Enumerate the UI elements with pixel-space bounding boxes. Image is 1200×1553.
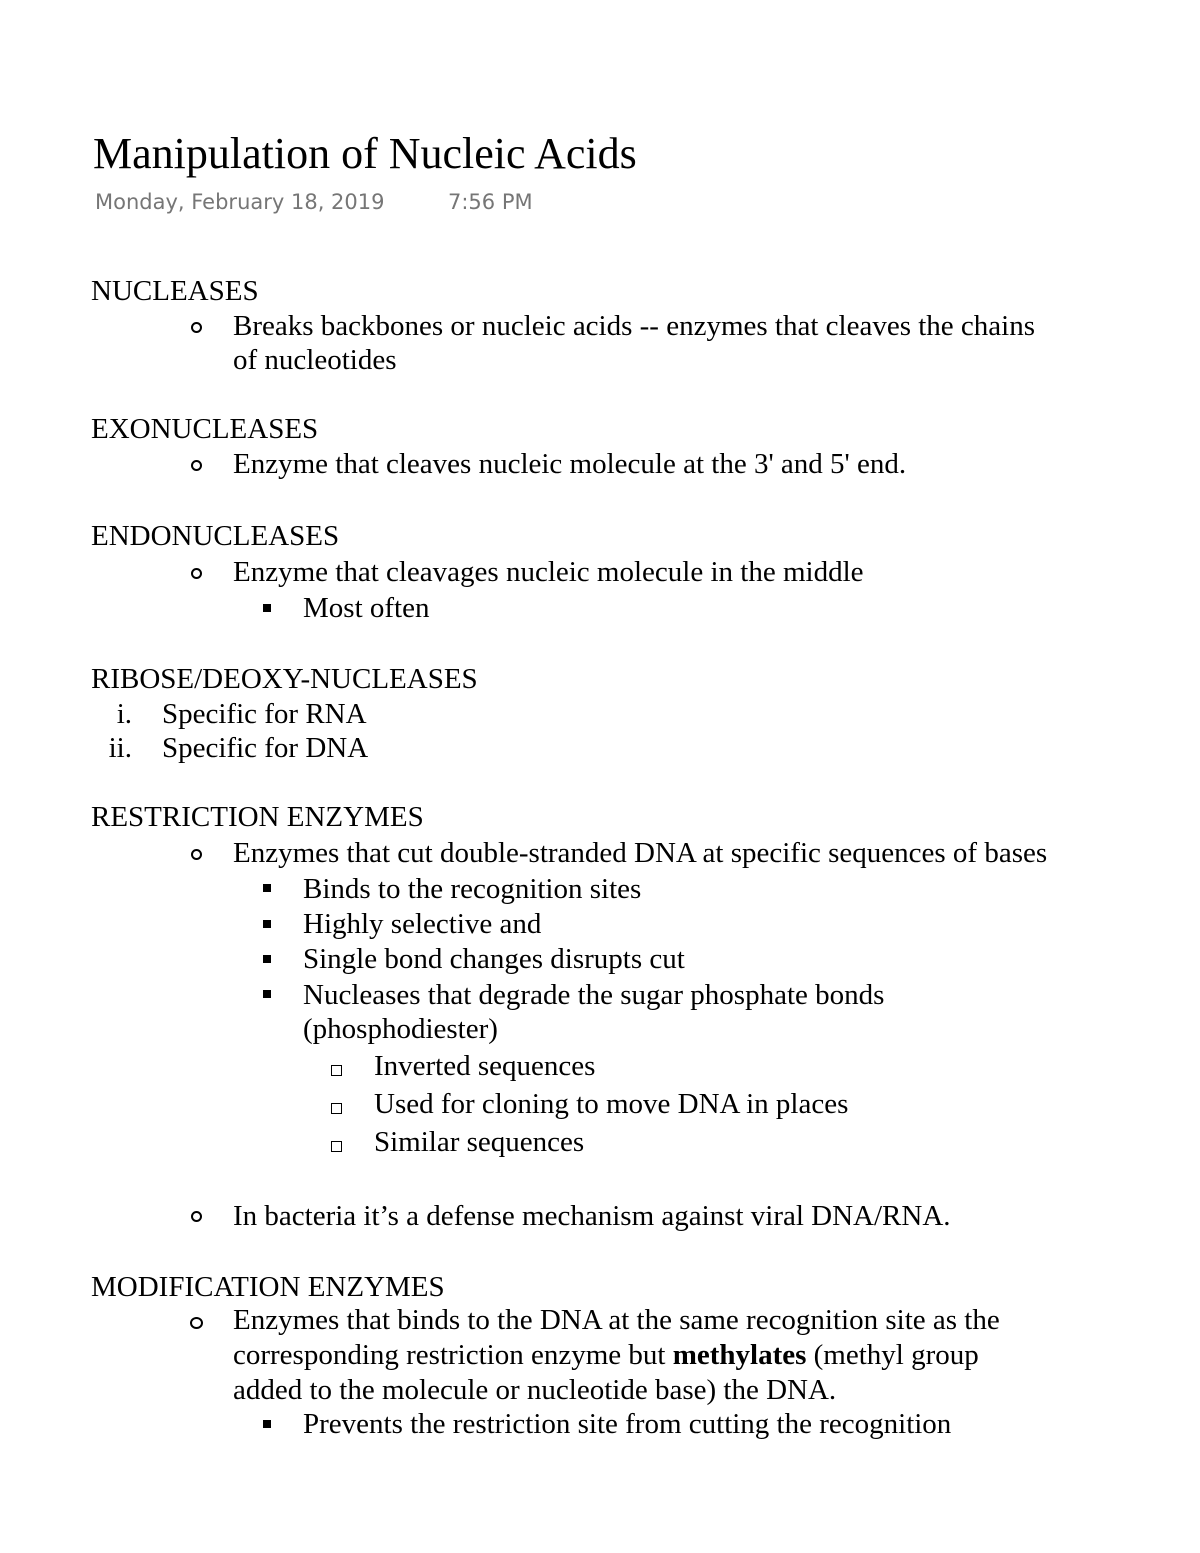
- sub-list-item: Most often: [303, 592, 430, 624]
- heading-nucleases: NUCLEASES: [91, 275, 259, 307]
- numbered-item: Specific for DNA: [162, 732, 369, 764]
- list-item-continuation: [233, 1338, 979, 1373]
- square-bullet-icon: [263, 604, 271, 612]
- circle-bullet-icon: [191, 849, 202, 860]
- square-bullet-icon: [263, 884, 271, 892]
- heading-restriction-enzymes: RESTRICTION ENZYMES: [91, 801, 424, 833]
- box-bullet-icon: [331, 1103, 342, 1114]
- circle-bullet-icon: [191, 1211, 202, 1222]
- square-bullet-icon: [263, 1420, 271, 1428]
- list-item-continuation: of nucleotides: [233, 344, 397, 376]
- square-bullet-icon: [263, 920, 271, 928]
- sub-list-item: Highly selective and: [303, 908, 542, 940]
- numbered-item: Specific for RNA: [162, 698, 367, 730]
- square-bullet-icon: [263, 990, 271, 998]
- sub-sub-list-item: Inverted sequences: [374, 1050, 596, 1082]
- sub-list-item: Nucleases that degrade the sugar phosphate bonds: [303, 979, 885, 1011]
- list-item: Breaks backbones or nucleic acids -- enzymes that cleaves the chains: [233, 310, 1036, 342]
- list-number: i.: [116, 698, 132, 730]
- list-item-continuation: added to the molecule or nucleotide base) the DNA.: [233, 1374, 837, 1406]
- bold-term-methylates: methylates: [672, 1339, 807, 1371]
- square-bullet-icon: [263, 955, 271, 963]
- heading-exonucleases: EXONUCLEASES: [91, 413, 319, 445]
- list-item: In bacteria it’s a defense mechanism against viral DNA/RNA.: [233, 1200, 951, 1232]
- box-bullet-icon: [331, 1141, 342, 1152]
- note-date: Monday, February 18, 2019: [95, 190, 385, 214]
- heading-endonucleases: ENDONUCLEASES: [91, 520, 340, 552]
- text-run: (methyl group: [806, 1339, 979, 1371]
- sub-sub-list-item: Used for cloning to move DNA in places: [374, 1088, 849, 1120]
- list-item: Enzymes that cut double-stranded DNA at specific sequences of bases: [233, 837, 1048, 869]
- circle-bullet-icon: [191, 568, 202, 579]
- heading-ribose-deoxy-nucleases: RIBOSE/DEOXY-NUCLEASES: [91, 663, 478, 695]
- list-item: Enzyme that cleavages nucleic molecule in the middle: [233, 556, 864, 588]
- sub-list-item: Single bond changes disrupts cut: [303, 943, 685, 975]
- circle-bullet-icon: [191, 322, 202, 333]
- box-bullet-icon: [331, 1065, 342, 1076]
- note-time: 7:56 PM: [448, 190, 533, 214]
- text-run: corresponding restriction enzyme but: [233, 1339, 673, 1371]
- sub-sub-list-item: Similar sequences: [374, 1126, 585, 1158]
- list-item: Enzyme that cleaves nucleic molecule at the 3' and 5' end.: [233, 448, 907, 480]
- page-title: Manipulation of Nucleic Acids: [93, 129, 637, 178]
- heading-modification-enzymes: MODIFICATION ENZYMES: [91, 1271, 445, 1303]
- sub-list-item: Prevents the restriction site from cutting the recognition: [303, 1408, 952, 1440]
- sub-list-item-continuation: (phosphodiester): [303, 1013, 498, 1045]
- list-number: ii.: [108, 732, 132, 764]
- circle-bullet-icon: [191, 460, 202, 471]
- sub-list-item: Binds to the recognition sites: [303, 873, 642, 905]
- circle-bullet-icon: [190, 1317, 203, 1329]
- list-item: Enzymes that binds to the DNA at the same recognition site as the: [233, 1304, 1000, 1336]
